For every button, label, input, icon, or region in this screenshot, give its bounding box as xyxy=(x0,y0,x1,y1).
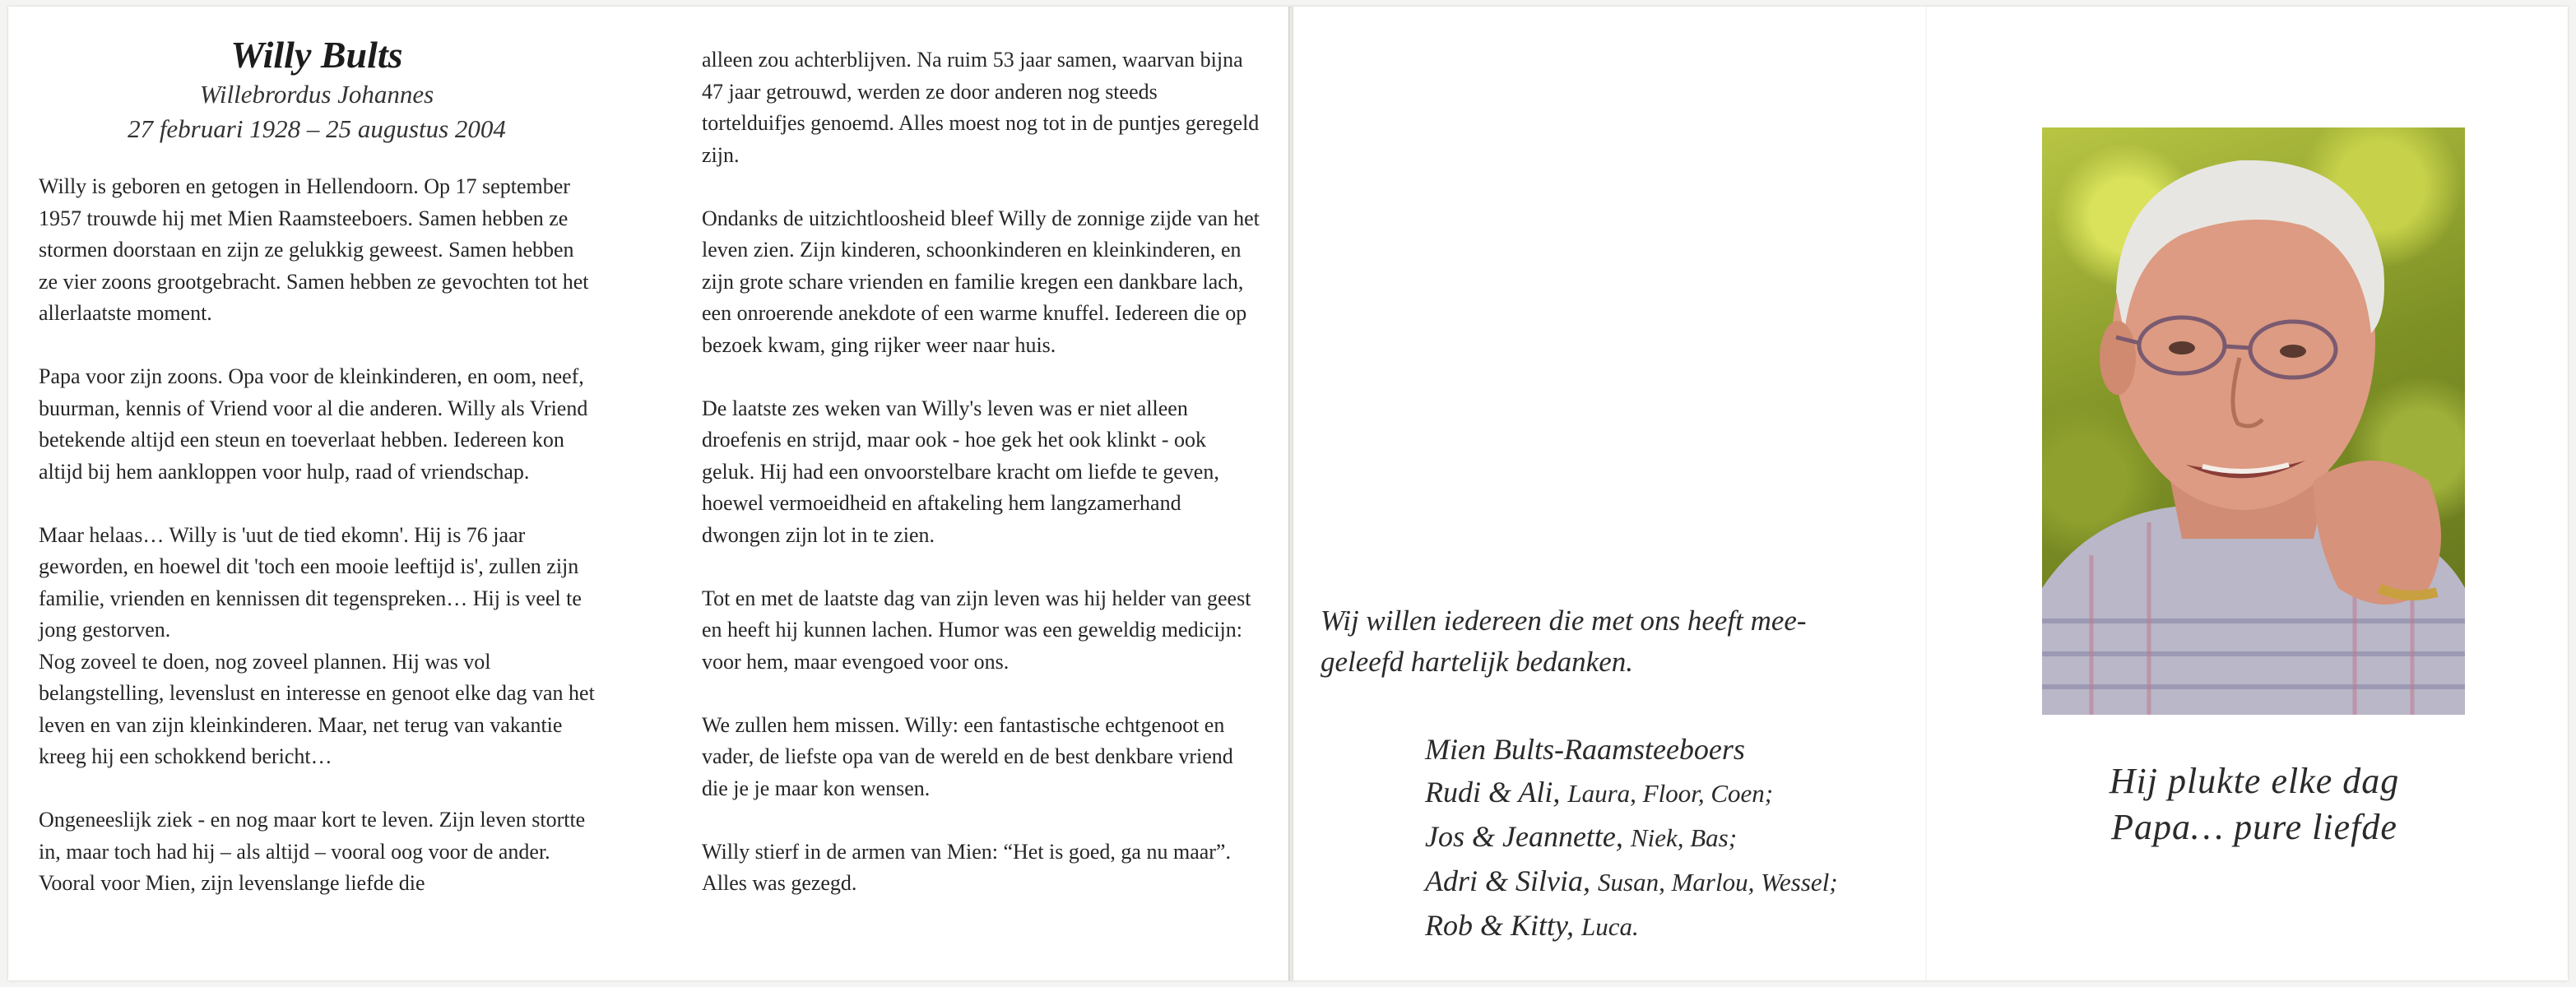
thanks-line: Wij willen iedereen die met ons heeft mee- xyxy=(1320,605,1807,637)
family-names: Rob & Kitty, xyxy=(1425,909,1575,942)
paragraph: Ondanks de uitzichtloosheid bleef Willy de zonnige zijde van het leven zien. Zijn kinderen, schoonkinderen en kleinkinderen, en zijn grote schare vrienden en familie kregen een dankbare lach, een onroerende anekdote of een warme knuffel. Iedereen die op bezoek kwam, ging rijker weer naar huis. xyxy=(702,206,1260,357)
paragraph: Tot en met de laatste dag van zijn leven was hij helder van geest en heeft hij kunnen lachen. Humor was een geweldig medicijn: voor hem, maar evengoed voor ons. xyxy=(702,586,1251,674)
motto-line: Papa… pure liefde xyxy=(2111,807,2397,847)
paragraph: Willy stierf in de armen van Mien: “Het is goed, ga nu maar”. Alles was gezegd. xyxy=(702,839,1231,895)
card-fold-right xyxy=(1925,7,1927,980)
paragraph: alleen zou achterblijven. Na ruim 53 jaar samen, waarvan bijna 47 jaar getrouwd, werden ze door anderen nog steeds tortelduifjes genoemd. Alles moest nog tot in de puntjes geregeld zijn. xyxy=(702,48,1260,167)
thank-you-note xyxy=(1320,600,1896,683)
deceased-full-name: Willebrordus Johannes xyxy=(199,80,434,109)
middle-text-column xyxy=(702,44,1261,931)
paragraph: We zullen hem missen. Willy: een fantastische echtgenoot en vader, de liefste opa van de wereld en de best denkbare vriend die je je maar kon wensen. xyxy=(702,712,1233,800)
family-names: Adri & Silvia, xyxy=(1425,864,1590,897)
family-line xyxy=(1425,771,1919,815)
family-line xyxy=(1425,904,1919,948)
motto-line: Hij plukte elke dag xyxy=(2109,761,2400,801)
family-line xyxy=(1425,860,1919,904)
paragraph: Nog zoveel te doen, nog zoveel plannen. Hij was vol belangstelling, levenslust en interesse en genoot elke dag van het leven en van zijn kleinkinderen. Maar, net terug van vakantie kreeg hij een schokkend bericht… xyxy=(39,649,595,768)
life-dates: 27 februari 1928 – 25 augustus 2004 xyxy=(128,114,506,143)
portrait-illustration xyxy=(2042,127,2465,715)
card-fold-main xyxy=(1288,7,1293,980)
grandchildren-names: Luca. xyxy=(1581,912,1639,941)
paragraph: Papa voor zijn zoons. Opa voor de kleinkinderen, en oom, neef, buurman, kennis of Vriend voor al die anderen. Willy als Vriend betekende altijd een steun en toeverlaat hebben. Iedereen kon altijd bij hem aankloppen voor hulp, raad of vriendschap. xyxy=(39,364,588,484)
deceased-name: Willy Bults xyxy=(230,34,403,76)
portrait-photo xyxy=(2042,127,2465,715)
family-line xyxy=(1425,728,1919,771)
memorial-motto xyxy=(2032,758,2476,850)
family-names: Jos & Jeannette, xyxy=(1425,820,1623,853)
family-line xyxy=(1425,815,1919,860)
grandchildren-names: Susan, Marlou, Wessel; xyxy=(1598,868,1838,897)
left-text-column xyxy=(39,171,598,931)
family-signatures xyxy=(1425,728,1919,948)
family-names: Mien Bults-Raamsteeboers xyxy=(1425,733,1745,766)
paragraph: De laatste zes weken van Willy's leven was er niet alleen droefenis en strijd, maar ook - hoe gek het ook klinkt - ook geluk. Hij had een onvoorstelbare kracht om liefde te geven, hoewel vermoeidheid en aftakeling hem langzamerhand dwongen zijn lot in te zien. xyxy=(702,396,1219,547)
paragraph: Ongeneeslijk ziek - en nog maar kort te leven. Zijn leven stortte in, maar toch had hij – als altijd – vooral oog voor de ander. Vooral voor Mien, zijn levenslange liefde die xyxy=(39,808,586,895)
paragraph: Willy is geboren en getogen in Hellendoorn. Op 17 september 1957 trouwde hij met Mien Raamsteeboers. Samen hebben ze stormen doorstaan en zijn ze gelukkig geweest. Samen hebben ze vier zoons grootgebracht. Samen hebben ze gevochten tot het allerlaatste moment. xyxy=(39,174,589,325)
thanks-line: geleefd hartelijk bedanken. xyxy=(1320,646,1633,678)
family-names: Rudi & Ali, xyxy=(1425,776,1561,809)
card-header xyxy=(33,33,601,146)
grandchildren-names: Niek, Bas; xyxy=(1630,823,1738,852)
grandchildren-names: Laura, Floor, Coen; xyxy=(1567,779,1774,808)
paragraph: Maar helaas… Willy is 'uut de tied ekomn'. Hij is 76 jaar geworden, en hoewel dit 'toch een mooie leeftijd is', zullen zijn familie, vrienden en kennissen dit tegenspreken… Hij is veel te jong gestorven. xyxy=(39,522,582,642)
